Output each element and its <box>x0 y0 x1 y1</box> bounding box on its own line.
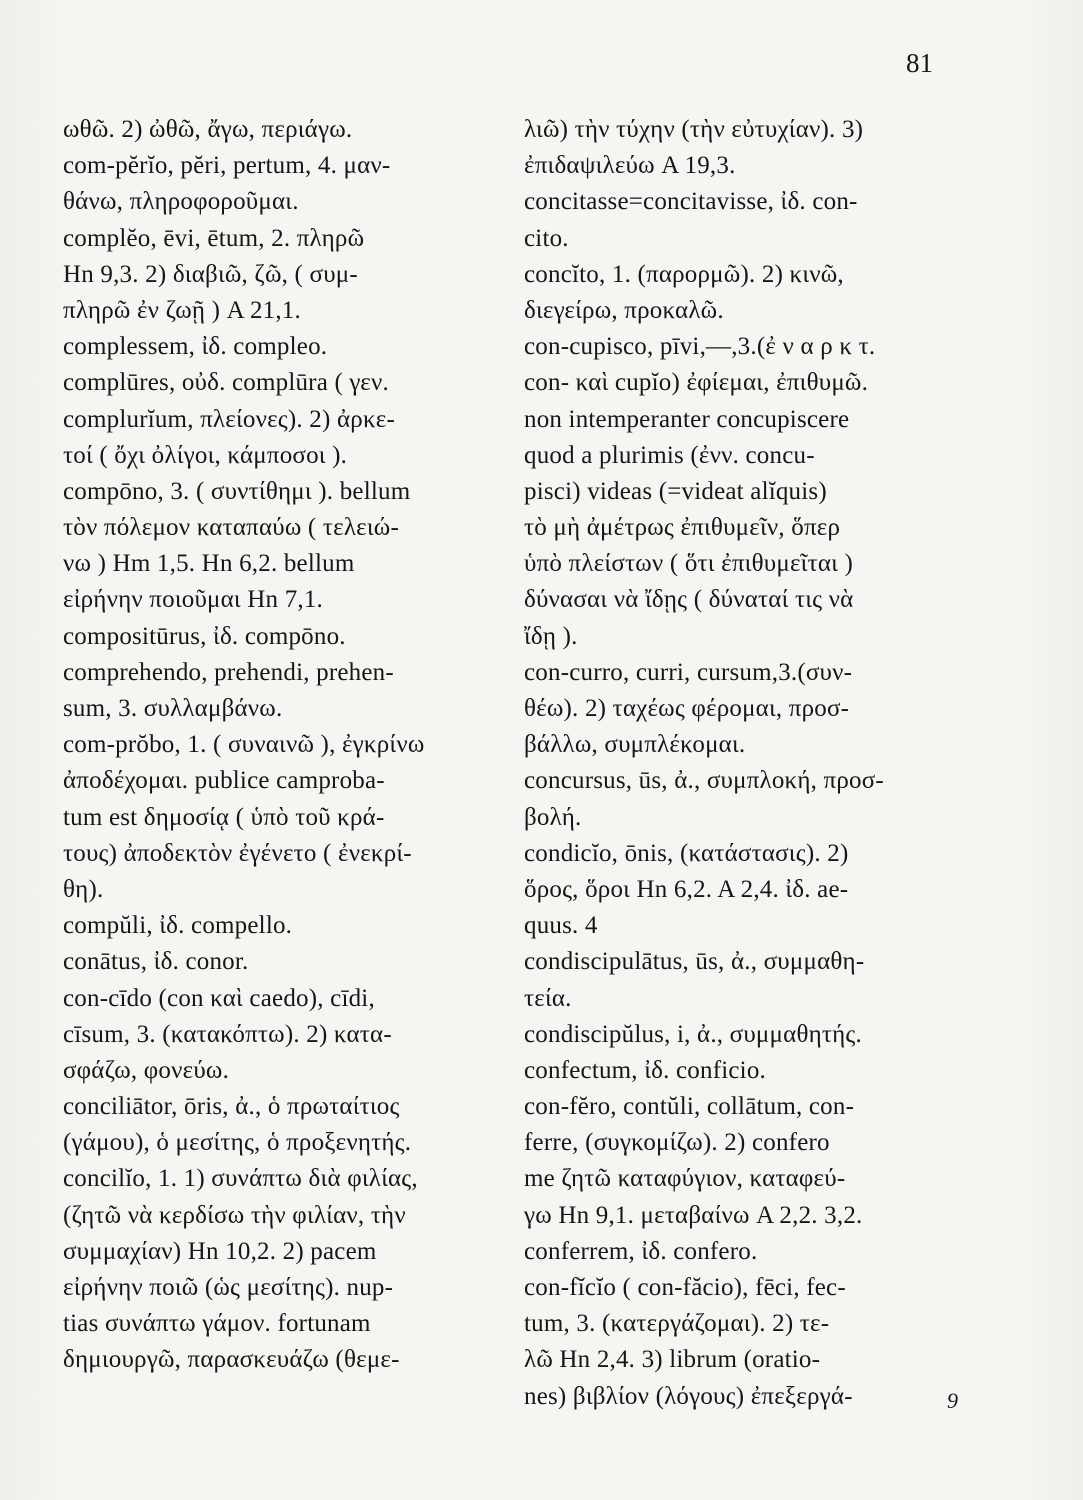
left-column-line: complurĭum, πλείονες). 2) ἀρκε- <box>63 405 395 433</box>
right-column-line: con-cupisco, pīvi,—,3.(ἐ ν α ρ κ τ. <box>524 333 876 361</box>
right-column <box>524 112 964 1415</box>
right-column-line: quod a plurimis (ἐνν. concu- <box>524 441 815 469</box>
left-column-line: complĕo, ēvi, ētum, 2. πληρῶ <box>63 224 365 252</box>
left-column-line: tias συνάπτω γάμον. fortunam <box>63 1310 371 1338</box>
left-column-line: complessem, ἰδ. compleo. <box>63 333 328 361</box>
right-column-line: con-curro, curri, cursum,3.(συν- <box>524 658 853 686</box>
left-column-line: conciliātor, ōris, ἀ., ὁ πρωταίτιος <box>63 1093 400 1121</box>
right-column-line: θέω). 2) ταχέως φέρομαι, προσ- <box>524 695 850 722</box>
right-column-line: quus. 4 <box>524 912 598 940</box>
right-column-line: non intemperanter concupiscere <box>524 405 850 433</box>
right-column-line: confectum, ἰδ. conficio. <box>524 1056 766 1084</box>
left-column-line: τους) ἀποδεκτὸν ἐγένετο ( ἐνεκρί- <box>63 839 412 867</box>
left-column-line: cīsum, 3. (κατακόπτω). 2) κατα- <box>63 1020 392 1048</box>
left-column-line: compōno, 3. ( συντίθημι ). bellum <box>63 477 411 505</box>
left-column-line: concilĭo, 1. 1) συνάπτω διὰ φιλίας, <box>63 1165 418 1193</box>
right-column-line: διεγείρω, προκαλῶ. <box>524 296 724 324</box>
left-column-line: tum est δημοσίᾳ ( ὑπὸ τοῦ κρά- <box>63 803 385 831</box>
right-column-line: me ζητῶ καταφύγιον, καταφεύ- <box>524 1165 846 1193</box>
left-column-line: com-pĕrĭo, pĕri, pertum, 4. μαν- <box>63 152 391 180</box>
right-column-line: cito. <box>524 224 569 252</box>
right-column-line: ἴδῃ ). <box>524 622 578 650</box>
left-column-line: τὸν πόλεμον καταπαύω ( τελειώ- <box>63 514 399 542</box>
right-column-line: con-fĭcĭo ( con-făcio), fēci, fec- <box>524 1274 846 1301</box>
right-column-line: con-fĕro, contŭli, collātum, con- <box>524 1093 855 1121</box>
left-column-line: ἀποδέχομαι. publice camproba- <box>63 767 385 795</box>
left-column-line: νω ) Hm 1,5. Hn 6,2. bellum <box>63 550 355 578</box>
left-column-line: θη). <box>63 875 104 903</box>
right-column-line: ὑπὸ πλείστων ( ὅτι ἐπιθυμεῖται ) <box>524 550 854 578</box>
right-column-line: γω Hn 9,1. μεταβαίνω A 2,2. 3,2. <box>524 1201 863 1229</box>
left-column-line: compositūrus, ἰδ. compōno. <box>63 622 346 650</box>
left-column-line: complūres, οὐδ. complūra ( γεν. <box>63 369 389 397</box>
left-column-line: (ζητῶ νὰ κερδίσω τὴν φιλίαν, τὴν <box>63 1201 406 1229</box>
signature-mark: 9 <box>947 1388 958 1413</box>
left-column-line: Hn 9,3. 2) διαβιῶ, ζῶ, ( συμ- <box>63 260 358 288</box>
left-column-line: comprehendo, prehendi, prehen- <box>63 658 394 686</box>
left-column-line: εἰρήνην ποιοῦμαι Hn 7,1. <box>63 586 324 614</box>
right-column-line: tum, 3. (κατεργάζομαι). 2) τε- <box>524 1310 830 1338</box>
left-column-line: compŭli, ἰδ. compello. <box>63 912 293 940</box>
left-column-line: θάνω, πληροφοροῦμαι. <box>63 188 299 216</box>
page-number: 81 <box>906 48 933 78</box>
left-column-line: sum, 3. συλλαμβάνω. <box>63 695 283 722</box>
right-column-line: condiscipŭlus, i, ἀ., συμμαθητής. <box>524 1020 862 1048</box>
left-column-line: ωθῶ. 2) ὠθῶ, ἄγω, περιάγω. <box>63 116 353 143</box>
right-column-line: concursus, ūs, ἀ., συμπλοκή, προσ- <box>524 767 884 795</box>
left-column-line: συμμαχίαν) Hn 10,2. 2) pacem <box>63 1237 377 1265</box>
right-column-line: concĭto, 1. (παρορμῶ). 2) κινῶ, <box>524 260 844 288</box>
right-column-line: δύνασαι νὰ ἴδῃς ( δύναταί τις νὰ <box>524 586 854 614</box>
left-column-line: conātus, ἰδ. conor. <box>63 948 249 976</box>
right-column-line: condiscipulātus, ūs, ἀ., συμμαθη- <box>524 948 865 976</box>
right-column-line: ὅρος, ὅροι Hn 6,2. A 2,4. ἰδ. ae- <box>524 875 849 903</box>
left-column-line: δημιουργῶ, παρασκευάζω (θεμε- <box>63 1346 400 1374</box>
right-column-line: concitasse=concitavisse, ἰδ. con- <box>524 188 858 216</box>
left-column-line: πληρῶ ἐν ζωῇ ) A 21,1. <box>63 296 301 324</box>
right-column-line: λῶ Hn 2,4. 3) librum (oratio- <box>524 1346 821 1374</box>
left-column-line: (γάμου), ὁ μεσίτης, ὁ προξενητής. <box>63 1129 412 1157</box>
right-column-line: ἐπιδαψιλεύω A 19,3. <box>524 152 736 180</box>
left-column <box>63 112 503 1379</box>
left-column-line: σφάζω, φονεύω. <box>63 1056 230 1084</box>
right-column-line: nes) βιβλίον (λόγους) ἐπεξεργά- <box>524 1382 853 1410</box>
right-column-line: βολή. <box>524 803 582 831</box>
left-column-line: con-cīdo (con καὶ caedo), cīdi, <box>63 984 375 1012</box>
left-column-line: εἰρήνην ποιῶ (ὡς μεσίτης). nup- <box>63 1274 394 1301</box>
right-column-line: τεία. <box>524 984 572 1012</box>
left-column-line: com-prŏbo, 1. ( συναινῶ ), ἐγκρίνω <box>63 731 425 759</box>
right-column-line: βάλλω, συμπλέκομαι. <box>524 731 746 759</box>
right-column-line: ferre, (συγκομίζω). 2) confero <box>524 1129 830 1157</box>
right-column-line: con- καὶ cupĭo) ἐφίεμαι, ἐπιθυμῶ. <box>524 369 869 397</box>
right-column-line: pisci) videas (=videat alĭquis) <box>524 477 827 505</box>
right-column-line: condicĭo, ōnis, (κατάστασις). 2) <box>524 839 849 867</box>
right-column-line: λιῶ) τὴν τύχην (τὴν εὐτυχίαν). 3) <box>524 116 864 143</box>
right-column-line: τὸ μὴ ἀμέτρως ἐπιθυμεῖν, ὅπερ <box>524 514 841 542</box>
right-column-line: conferrem, ἰδ. confero. <box>524 1237 758 1265</box>
left-column-line: τοί ( ὄχι ὀλίγοι, κάμποσοι ). <box>63 441 348 469</box>
